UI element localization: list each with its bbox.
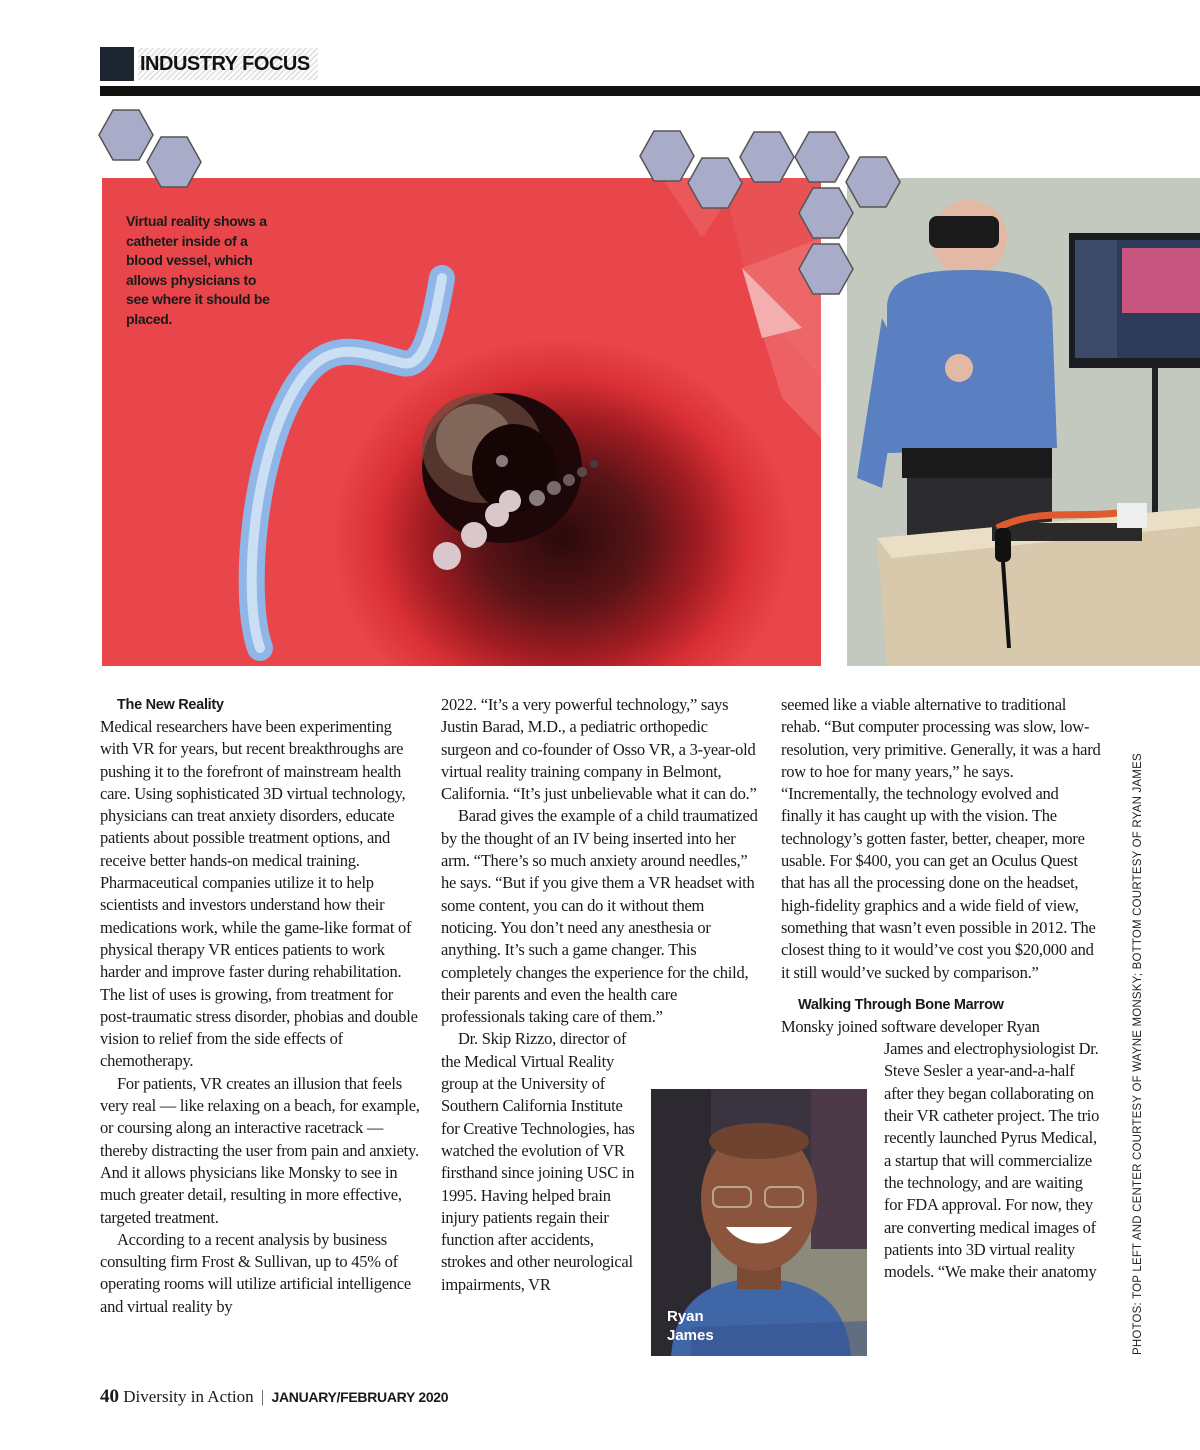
page-number: 40 (100, 1386, 119, 1407)
hexagon-decoration-left (96, 108, 208, 192)
footer-separator: | (260, 1387, 265, 1406)
portrait-label (667, 1307, 714, 1345)
ryan-james-portrait (651, 1089, 867, 1356)
paragraph: Monsky joined software developer Ryan (781, 1016, 1040, 1036)
paragraph: James and electrophysiologist Dr. Steve Sesler a year-and-a-half after they began collaborating on their VR catheter project. The trio recently launched Pyrus Medical, a startup that will commercialize the technology, and are waiting for FDA approval. For now, they are converting medical images of patients into 3D virtual reality models. “We make their anatomy (884, 1039, 1100, 1282)
subhead-bone-marrow: Walking Through Bone Marrow (798, 996, 1004, 1013)
portrait-last-name: James (667, 1327, 714, 1344)
publication-name: Diversity in Action (123, 1387, 254, 1406)
page-footer (100, 1386, 448, 1408)
paragraph: Barad gives the example of a child traumatized by the thought of an IV being inserted into her arm. “There’s so much anxiety around needles,” he says. “But if you give them a VR headset with some content, you can do it without them noticing. You don’t need any anesthesia or anything. It’s such a game changer. This completely changes the experience for the child, their parents and even the health care professionals taking care of them.” (441, 806, 758, 1027)
photo-credit: PHOTOS: TOP LEFT AND CENTER COURTESY OF WAYNE MONSKY; BOTTOM COURTESY OF RYAN JAMES (1132, 753, 1144, 1355)
header-rule (100, 86, 1200, 96)
paragraph: 2022. “It’s a very powerful technology,” says Justin Barad, M.D., a pediatric orthopedic surgeon and co-founder of Osso VR, a 3-year-old virtual reality training company in Belmont, California. “It’s just unbelievable what it can do.” (441, 695, 757, 804)
section-marker-block (100, 47, 134, 81)
paragraph: According to a recent analysis by business consulting firm Frost & Sullivan, up to 45% of operating rooms will utilize artificial intelligence and virtual reality by (100, 1229, 411, 1316)
paragraph: Medical researchers have been experimenting with VR for years, but recent breakthroughs are pushing it to the forefront of mainstream health care. Using sophisticated 3D virtual technology, physicians can treat anxiety disorders, educate patients about possible treatment options, and receive better hands-on medical training. Pharmaceutical companies utilize it to help scientists and investors understand how their medications work, while the game-like format of physical therapy VR entices patients to work harder and improve faster during rehabilitation. The list of uses is growing, from treatment for post-traumatic stress disorder, phobias and double vision to relief from the side effects of chemotherapy. (100, 717, 418, 1071)
hexagon-decoration-right (637, 128, 907, 303)
article-column-1 (100, 694, 422, 1318)
paragraph: seemed like a viable alternative to traditional rehab. “But computer processing was slow, low-resolution, very primitive. Generally, it was a hard row to hoe for many years,” he says. “Incrementally, the technology evolved and finally it has caught up with the vision. The technology’s gotten faster, better, cheaper, more usable. For $400, you can get an Oculus Quest that has all the processing done on the headset, high-fidelity graphics and a wide field of view, something that wasn’t even possible in 2012. The closest thing to it would’ve cost you $20,000 and it still would’ve sucked by comparison.” (781, 695, 1101, 982)
subhead-new-reality: The New Reality (117, 697, 224, 713)
paragraph: For patients, VR creates an illusion that feels very real — like relaxing on a beach, for example, or coursing along an interactive racetrack — thereby distracting the user from pain and anxiety. And it allows physicians like Monsky to see in much greater detail, resulting in more effective, targeted treatment. (100, 1073, 420, 1227)
photo-caption: Virtual reality shows a catheter inside of a blood vessel, which allows physicians to see where it should be placed. (126, 213, 270, 327)
portrait-first-name: Ryan (667, 1308, 704, 1325)
issue-date: JANUARY/FEBRUARY 2020 (271, 1389, 449, 1405)
paragraph: Dr. Skip Rizzo, director of the Medical Virtual Reality group at the University of Southern California Institute for Creative Technologies, has watched the evolution of VR firsthand since joining USC in 1995. Having helped brain injury patients regain their function after accidents, strokes and other neurological impairments, VR (441, 1029, 635, 1294)
section-label: INDUSTRY FOCUS (138, 48, 318, 80)
